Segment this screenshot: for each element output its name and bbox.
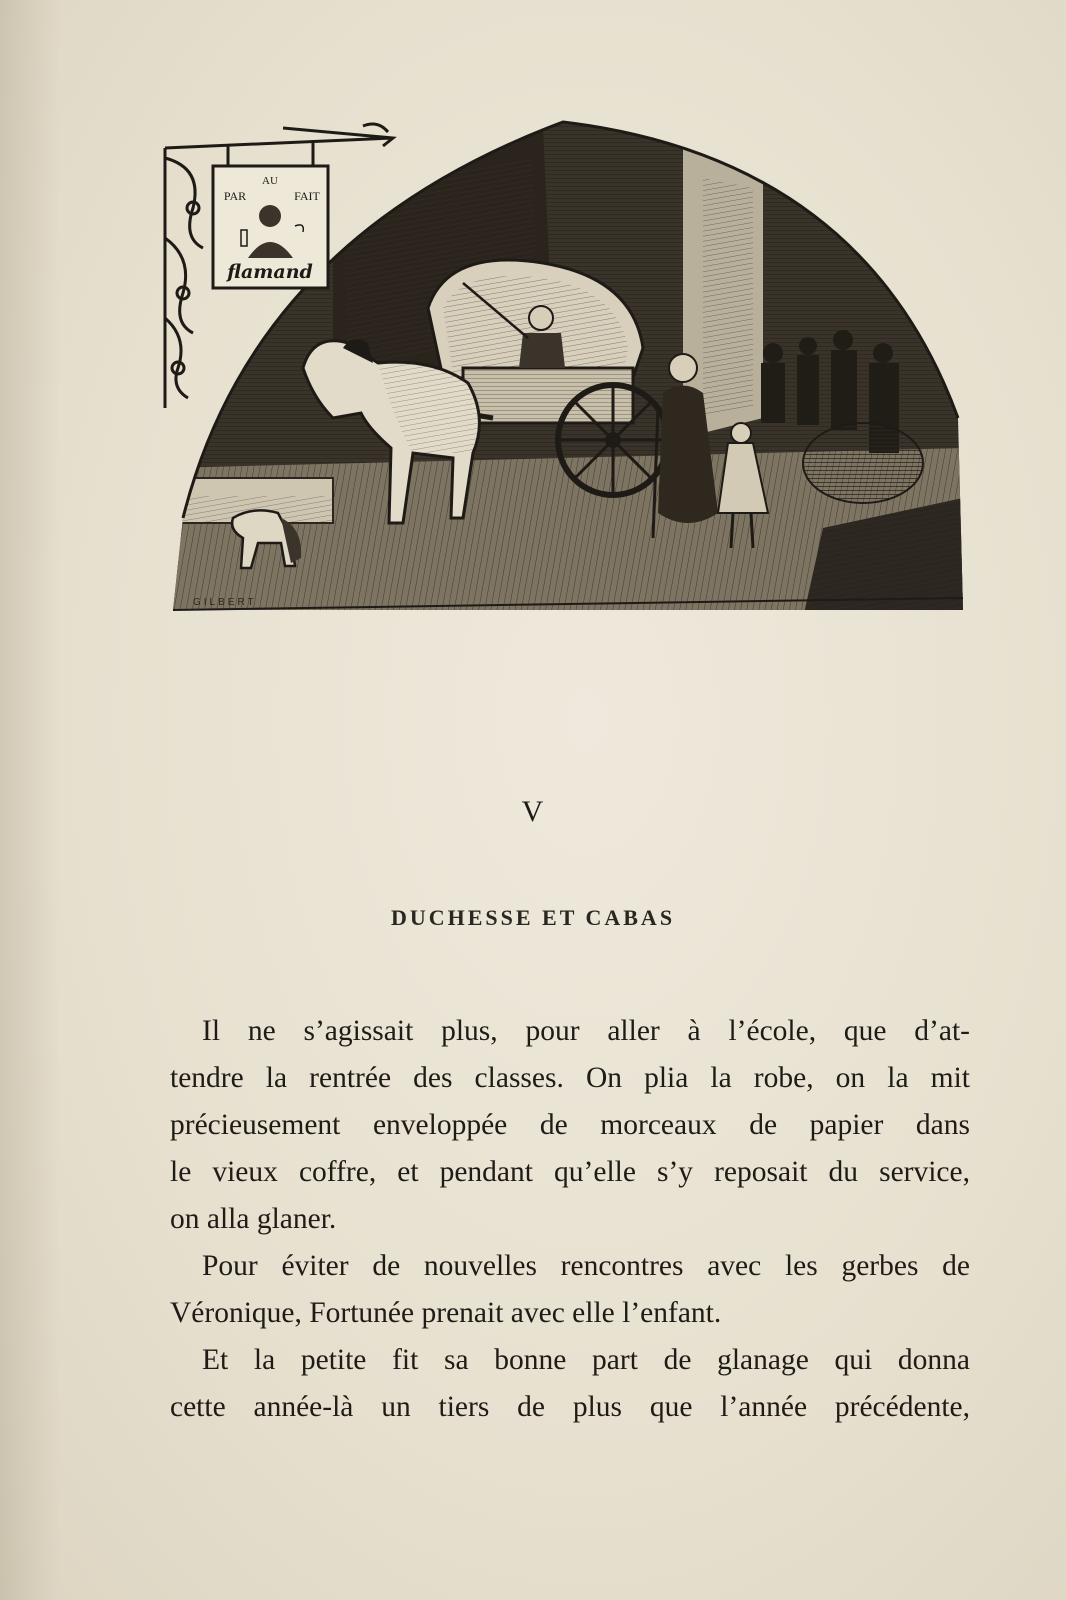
sign-text-flamand: flamand <box>227 261 313 283</box>
engraver-signature-right: JACOB-ZILL <box>883 589 939 598</box>
text-line: on alla glaner. <box>170 1203 337 1235</box>
chapter-title: DUCHESSE ET CABAS <box>390 905 676 930</box>
text-line: Et la petite fit sa bonne part de glanage qui donna <box>202 1344 970 1376</box>
engraving-street-scene <box>163 118 963 628</box>
text-line: le vieux coffre, et pendant qu’elle s’y reposait du service, <box>170 1156 970 1188</box>
text-line: Pour éviter de nouvelles rencontres avec les gerbes de <box>202 1250 970 1282</box>
text-line: tendre la rentrée des classes. On plia la robe, on la mit <box>170 1062 970 1094</box>
text-line: précieusement enveloppée de morceaux de papier dans <box>170 1109 970 1141</box>
body-text <box>170 1008 970 1431</box>
sign-text-au: AU <box>262 175 278 187</box>
sign-text-fait: FAIT <box>294 189 320 203</box>
text-line: Il ne s’agissait plus, pour aller à l’école, que d’at- <box>202 1015 970 1047</box>
text-line: Véronique, Fortunée prenait avec elle l’enfant. <box>170 1297 722 1329</box>
chapter-number: V <box>521 795 545 828</box>
engraver-signature-left: GILBERT <box>193 597 257 608</box>
shop-sign <box>213 166 328 288</box>
text-line: cette année-là un tiers de plus que l’année précédente, <box>170 1391 970 1423</box>
sign-text-par: PAR <box>223 189 247 203</box>
